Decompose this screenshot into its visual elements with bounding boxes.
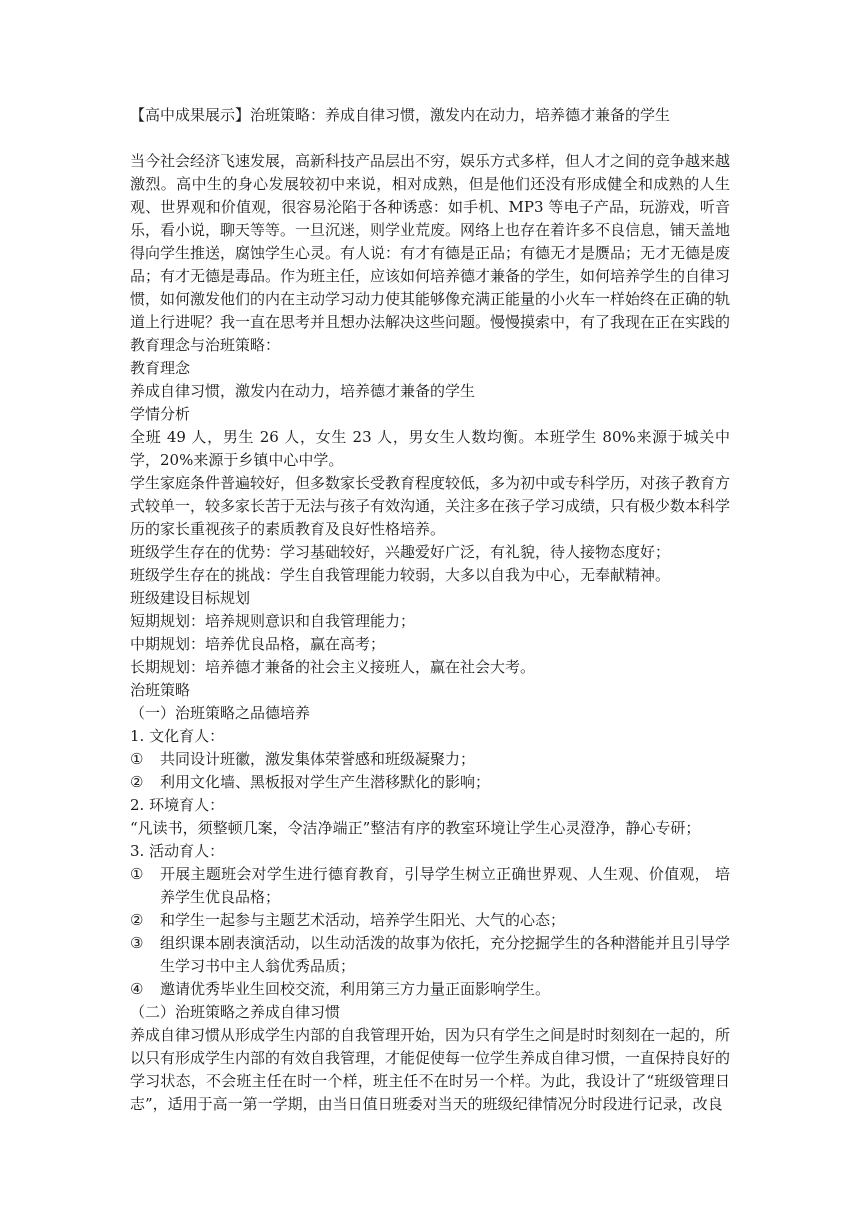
list-marker: ④ [130, 980, 144, 998]
list-marker: ③ [130, 934, 144, 952]
item-heading-culture: 1. 文化育人： [130, 727, 225, 745]
intro-paragraph: 当今社会经济飞速发展，高新科技产品层出不穷，娱乐方式多样，但人才之间的竞争越来越激烈。高中生的身心发展较初中来说，相对成熟，但是他们还没有形成健全和成熟的人生观、世界观和价值观，很容易沦陷于各种诱惑：如手机、MP3 等电子产品，玩游戏，听音乐，看小说，聊天等等。一旦沉迷，则学业荒废。网络上也存在着许多不良信息，铺天盖地得向学生推送，腐蚀学生心灵。有人说：有才有德是正品；有德无才是赝品；无才无德是废品；有才无德是毒品。作为班主任，应该如何培养德才兼备的学生，如何培养学生的自律习惯，如何激发他们的内在主动学习动力使其能够像充满正能量的小火车一样始终在正确的轨道上行进呢？我一直在思考并且想办法解决这些问题。慢慢摸索中，有了我现在正在实践的教育理念与治班策略： [130, 152, 731, 354]
subsection-heading-character: （一）治班策略之品德培养 [130, 704, 311, 722]
list-marker: ① [130, 750, 144, 768]
discipline-paragraph: 养成自律习惯从形成学生内部的自我管理开始，因为只有学生之间是时时刻刻在一起的，所以只有形成学生内部的有效自我管理，才能促使每一位学生养成自律习惯，一直保持良好的学习状态，不会班主任在时一个样，班主任不在时另一个样。为此，我设计了“班级管理日志”，适用于高一第一学期，由当日值日班委对当天的班级纪律情况分时段进行记录，改良 [130, 1026, 731, 1113]
document-title: 【高中成果展示】治班策略：养成自律习惯，激发内在动力，培养德才兼备的学生 [130, 106, 671, 124]
list-item-text: 利用文化墙、黑板报对学生产生潜移默化的影响； [160, 773, 491, 791]
environment-text: “凡读书，须整顿几案，令洁净端正”整洁有序的教室环境让学生心灵澄净，静心专研； [130, 819, 701, 837]
section-heading-philosophy: 教育理念 [130, 359, 191, 377]
subsection-heading-discipline: （二）治班策略之养成自律习惯 [130, 1003, 341, 1021]
list-item-text: 组织课本剧表演活动，以生动活泼的故事为依托，充分挖掘学生的各种潜能并且引导学生学习书中主人翁优秀品质； [160, 934, 731, 975]
blank-line [130, 127, 730, 150]
list-item-text: 开展主题班会对学生进行德育教育，引导学生树立正确世界观、人生观、价值观， 培养学生优良品格； [160, 865, 730, 906]
section-heading-goals: 班级建设目标规划 [130, 589, 251, 607]
list-item-text: 共同设计班徽，激发集体荣誉感和班级凝聚力； [160, 750, 476, 768]
goal-long-term: 长期规划：培养德才兼备的社会主义接班人，赢在社会大考。 [130, 658, 536, 676]
item-heading-activity: 3. 活动育人： [130, 842, 225, 860]
list-marker: ② [130, 773, 144, 791]
list-item [130, 932, 730, 978]
list-item [130, 771, 730, 794]
list-item [130, 978, 730, 1001]
document-page [130, 104, 730, 1116]
list-item-text: 和学生一起参与主题艺术活动，培养学生阳光、大气的心态； [160, 911, 566, 929]
item-heading-environment: 2. 环境育人： [130, 796, 225, 814]
analysis-paragraph: 学生家庭条件普遍较好，但多数家长受教育程度较低，多为初中或专科学历，对孩子教育方式较单一，较多家长苦于无法与孩子有效沟通，关注多在孩子学习成绩，只有极少数本科学历的家长重视孩子的素质教育及良好性格培养。 [130, 474, 731, 538]
list-item [130, 748, 730, 771]
list-marker: ② [130, 911, 144, 929]
analysis-paragraph: 班级学生存在的优势：学习基础较好，兴趣爱好广泛，有礼貌，待人接物态度好； [130, 543, 671, 561]
analysis-paragraph: 全班 49 人，男生 26 人，女生 23 人，男女生人数均衡。本班学生 80%来源于城关中学，20%来源于乡镇中心中学。 [130, 428, 730, 469]
goal-short-term: 短期规划：培养规则意识和自我管理能力； [130, 612, 416, 630]
section-heading-analysis: 学情分析 [130, 405, 191, 423]
list-item [130, 909, 730, 932]
list-item-text: 邀请优秀毕业生回校交流，利用第三方力量正面影响学生。 [160, 980, 551, 998]
list-item [130, 863, 730, 909]
section-heading-strategy: 治班策略 [130, 681, 191, 699]
list-marker: ① [130, 865, 144, 883]
analysis-paragraph: 班级学生存在的挑战：学生自我管理能力较弱，大多以自我为中心，无奉献精神。 [130, 566, 671, 584]
philosophy-text: 养成自律习惯，激发内在动力，培养德才兼备的学生 [130, 382, 476, 400]
goal-mid-term: 中期规划：培养优良品格，赢在高考； [130, 635, 386, 653]
